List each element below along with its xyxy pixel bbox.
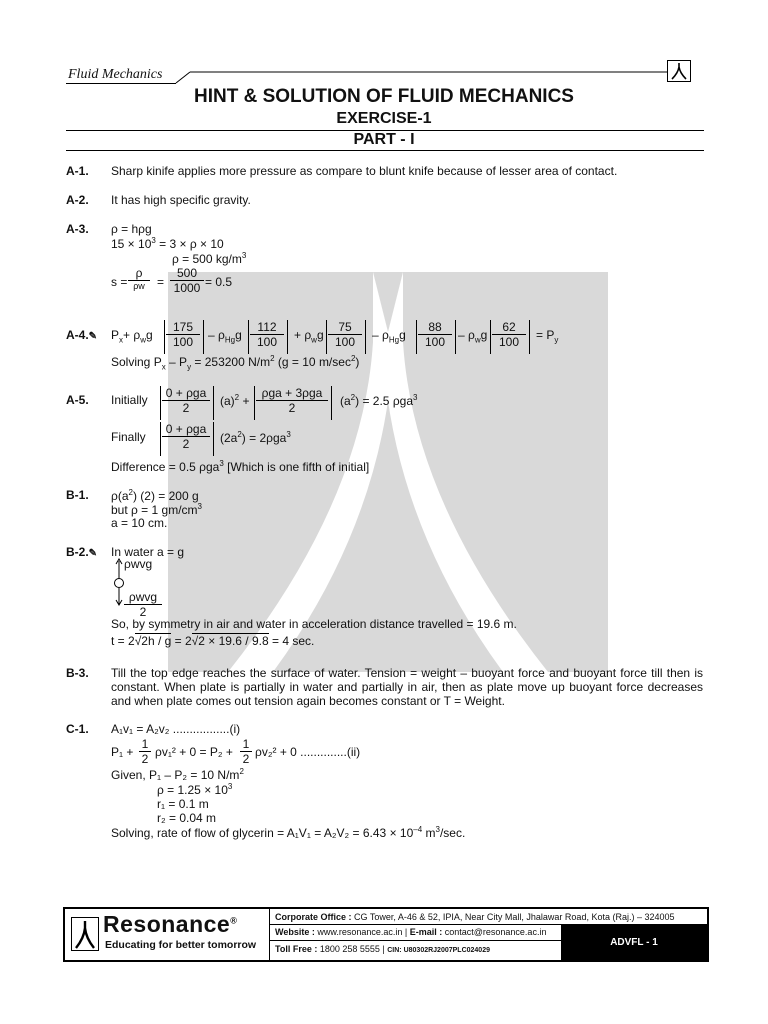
a3-fraction-2: $\frac{500}{1000}$ [170, 266, 204, 295]
answer-label-a3: A-3. [66, 222, 89, 236]
footer-website[interactable]: Website : www.resonance.ac.in | E-mail : contact@resonance.ac.in [275, 927, 547, 937]
c1-r2: r₂ = 0.04 m [157, 811, 217, 825]
a4-term-5: – $\rho_wg$ [458, 328, 488, 345]
c1-half-2: $\frac{1}{2}$ [240, 737, 252, 766]
a5-difference: Difference = 0.5 ρga$^3$ [Which is one fifth of initial] [111, 459, 370, 474]
c1-half-1: $\frac{1}{2}$ [139, 737, 151, 766]
answer-label-a1: A-1. [66, 164, 89, 178]
a4-term-2: – $\rho_{Hg}g$ [208, 328, 242, 345]
header-rule-left [66, 83, 176, 84]
c1-line-2-end: ρv₂² + 0 ..............(ii) [255, 745, 361, 759]
b2-line-1: In water a = g [111, 545, 185, 559]
answer-label-a4: A-4.✎ [66, 328, 98, 342]
pencil-icon: ✎ [88, 331, 98, 342]
a4-fraction-4: $\frac{88}{100}$ [418, 320, 452, 349]
answer-text-a2: It has high specific gravity. [111, 193, 251, 207]
a5-fraction-2: ρga + 3ρga 2 [256, 386, 328, 415]
b2-line-3: t = 2√2h / g = 2√2 × 19.6 / 9.8 = 4 sec. [111, 634, 315, 648]
a3-s-prefix: s = [111, 275, 128, 289]
a4-term-4: – $\rho_{Hg}g$ [372, 328, 406, 345]
a4-px: $P_x+ \rho_wg$ [111, 328, 153, 345]
a4-solving: Solving $P_x - P_y = 253200$ $N/m^2$ (g = 10 $m/\sec^2$) [111, 354, 360, 372]
a3-line-1: ρ = hρg [111, 222, 152, 236]
b2-downward-force: ρwvg 2 [124, 590, 162, 619]
footer-corporate: Corporate Office : CG Tower, A-46 & 52, IPIA, Near City Mall, Jhalawar Road, Kota (Raj.) – 324005 [275, 912, 675, 922]
a3-result: = 0.5 [205, 275, 233, 289]
c1-rho: $\rho = 1.25 \times 10^3$ [157, 782, 233, 797]
resonance-logo-icon [667, 60, 691, 82]
footer-row-rule-2 [269, 940, 561, 941]
answer-label-b2: B-2.✎ [66, 545, 98, 559]
a4-fraction-2: $\frac{112}{100}$ [250, 320, 284, 349]
c1-given: Given, P₁ – P₂ = 10 $N/m^2$ [111, 767, 244, 782]
c1-solving: Solving, rate of flow of glycerin = $A_1V_1 = A_2V_2 = 6.43 \times 10^{-4}$ $m^3/\sec$. [111, 825, 466, 840]
a3-equals: = [157, 275, 165, 289]
a4-fraction-5: $\frac{62}{100}$ [492, 320, 526, 349]
resonance-logo-icon [71, 917, 99, 951]
answer-label-a5: A-5. [66, 393, 89, 407]
a3-line-2: $15 \times 10^3 = 3 \times \rho \times 10$ [111, 236, 224, 251]
page-code: ADVFL - 1 [561, 925, 707, 960]
footer-divider [269, 909, 270, 960]
header-rule-slant [170, 70, 700, 86]
footer-tollfree: Toll Free : 1800 258 5555 | CIN: U80302RJ2007PLC024029 [275, 944, 490, 954]
page-title: HINT & SOLUTION OF FLUID MECHANICS [194, 86, 574, 107]
answer-label-a2: A-2. [66, 193, 89, 207]
part-title: PART - I [353, 131, 415, 148]
a5-finally: Finally [111, 430, 146, 444]
a4-py: = $P_y$ [536, 328, 559, 345]
header-subject: Fluid Mechanics [68, 67, 163, 82]
a5-fraction-1: 0 + ρga 2 [162, 386, 210, 415]
b3-text: Till the top edge reaches the surface of water. Tension = weight – buoyant force and buoyant force till then is constant. When plate is partially in water and partially in air, then as plate move up buoyant force decreases and when plate comes out tension again becomes constant or T = Weight. [111, 666, 703, 708]
footer-tagline: Educating for better tomorrow [105, 939, 257, 951]
answer-label-c1: C-1. [66, 722, 89, 736]
answer-text-a1: Sharp kinife applies more pressure as compare to blunt knife because of lesser area of contact. [111, 164, 618, 178]
pencil-icon: ✎ [88, 548, 98, 559]
a5-initially-mid: $(a)^2$ + [220, 393, 250, 408]
a5-finally-end: $(2a^2) = 2\rho ga^3$ [220, 430, 291, 445]
a4-fraction-3: $\frac{75}{100}$ [328, 320, 362, 349]
a5-initially-end: $(a^2) = 2.5$ ρga$^3$ [340, 393, 418, 408]
c1-line-2-mid: ρv₁² + 0 = P₂ + [155, 745, 233, 759]
c1-r1: r₁ = 0.1 m [157, 797, 209, 811]
c1-line-1: A₁v₁ = A₂v₂ .................(i) [111, 722, 241, 736]
title-rule-bottom [66, 150, 704, 151]
b1-line-2: but ρ = 1 $gm/cm^3$ [111, 502, 202, 517]
a4-term-3: + $\rho_wg$ [294, 328, 324, 345]
a5-fraction-3: 0 + ρga 2 [162, 422, 210, 451]
answer-label-b3: B-3. [66, 666, 89, 680]
a3-line-3: ρ = 500 $kg/m^3$ [172, 251, 247, 266]
exercise-title: EXERCISE-1 [336, 110, 432, 127]
b2-line-2: So, by symmetry in air and water in acceleration distance travelled = 19.6 m. [111, 617, 517, 631]
footer-brand: Resonance® [103, 911, 238, 937]
a3-fraction-1: ρ ρw [128, 266, 150, 291]
b2-upward-force: ρwvg [124, 557, 153, 571]
a4-fraction-1: $\frac{175}{100}$ [166, 320, 200, 349]
b1-line-3: a = 10 cm. [111, 516, 168, 530]
a5-initially: Initially [111, 393, 148, 407]
b1-line-1: $\rho(a^2) (2) = 200$ g [111, 488, 199, 503]
page-footer [63, 907, 709, 962]
c1-p1: P₁ + [111, 745, 134, 759]
answer-label-b1: B-1. [66, 488, 89, 502]
